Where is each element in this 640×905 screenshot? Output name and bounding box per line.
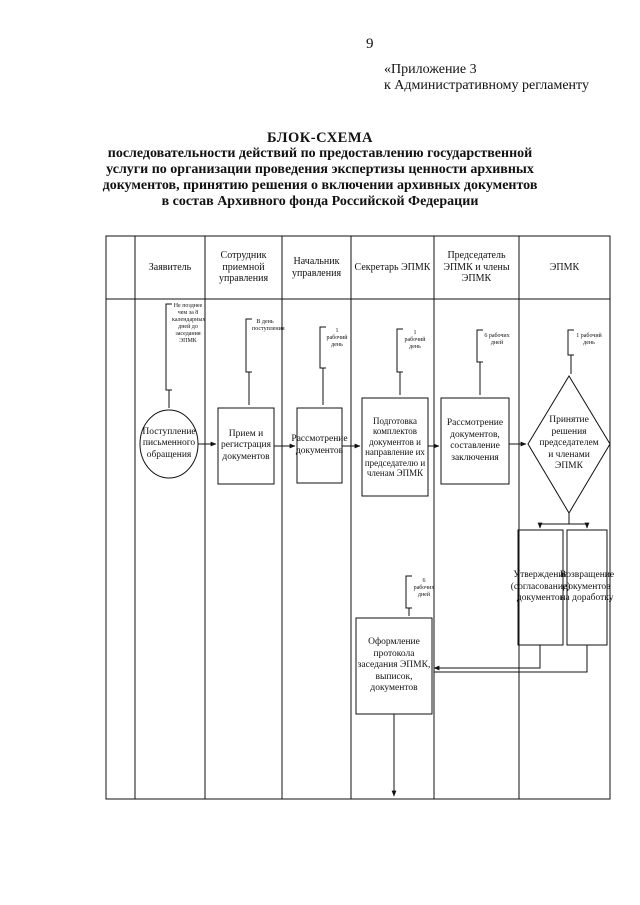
- lane-header-head: Начальник управления: [291, 256, 342, 279]
- title-main: БЛОК-СХЕМА: [266, 130, 374, 146]
- lane-header-epmk: ЭПМК: [549, 261, 580, 273]
- timing-note: 6 рабочих дней: [413, 578, 435, 598]
- timing-note: 1 рабочий день: [326, 328, 348, 348]
- step-prepare: Подготовка комплектов документов и направление их председателю и членам ЭПМК: [364, 415, 426, 478]
- step-return: Возвращение документов на доработку: [559, 570, 615, 604]
- timing-note: 1 рабочий день: [404, 330, 426, 350]
- lane-header-applicant: Заявитель: [148, 261, 192, 273]
- step-review-head: Рассмотрение документов: [291, 434, 348, 456]
- title-line: документов, принятию решения о включении архивных документов: [102, 178, 538, 193]
- flow-arrow: [569, 524, 587, 528]
- flow-arrow: [540, 513, 569, 528]
- step-decision: Принятие решения председателем и членами ЭПМК: [539, 415, 599, 472]
- step-approve: Утверждение (согласование) документов: [510, 570, 571, 604]
- title-line: услуги по организации проведения экспертизы ценности архивных: [106, 162, 534, 177]
- appendix-line: к Административному регламенту: [384, 78, 589, 93]
- lane-header-reception: Сотрудник приемной управления: [218, 250, 269, 285]
- lane-header-chair: Председатель ЭПМК и члены ЭПМК: [443, 250, 510, 285]
- lane-header-secretary: Секретарь ЭПМК: [354, 261, 431, 273]
- timing-note: В день поступления: [252, 319, 285, 332]
- step-receipt: Поступление письменного обращения: [142, 426, 196, 460]
- appendix-line: «Приложение 3: [384, 62, 477, 77]
- timing-note: 1 рабочий день: [576, 333, 602, 346]
- flow-arrow: [434, 645, 540, 668]
- timing-note: Не позднее чем за 8 календарных дней до заседания ЭПМК: [172, 303, 206, 344]
- step-register: Прием и регистрация документов: [221, 428, 271, 462]
- title-line: последовательности действий по предоставлению государственной: [107, 146, 533, 161]
- step-review-chair: Рассмотрение документов, составление заключения: [446, 418, 504, 463]
- page-number: 9: [366, 36, 374, 52]
- timing-note: 6 рабочих дней: [484, 333, 510, 346]
- step-protocol: Оформление протокола заседания ЭПМК, выписок, документов: [357, 637, 431, 694]
- title-line: в состав Архивного фонда Российской Федерации: [161, 194, 479, 209]
